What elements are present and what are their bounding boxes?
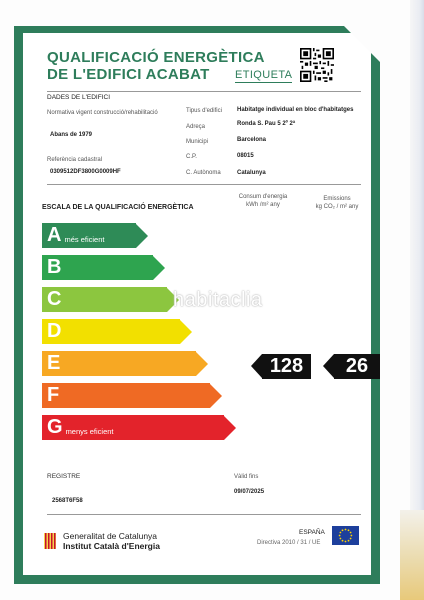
registry-label: REGISTRE [47, 473, 81, 480]
rating-caption: més eficient [64, 234, 105, 244]
postcode-label: C.P. [186, 154, 197, 160]
consumption-arrow-tip [251, 354, 262, 378]
regulation-label: Normativa vigent construcció/rehabilitació [47, 110, 158, 116]
regulation-value: Abans de 1979 [50, 132, 93, 138]
authority-line1: Generalitat de Catalunya [63, 531, 158, 541]
generalitat-logo-icon [44, 533, 56, 549]
rating-letter: D [47, 320, 62, 342]
valid-until-value: 09/07/2025 [234, 489, 265, 495]
rating-bar-b [42, 255, 165, 280]
energy-label-sheet [14, 26, 380, 584]
building-type-label: Tipus d'edifici [186, 108, 222, 114]
rating-letter: A [47, 224, 62, 246]
rating-letter: G [47, 416, 63, 438]
region-value: Catalunya [237, 170, 266, 176]
rating-letter: E [47, 352, 61, 374]
country-label: ESPAÑA [299, 529, 325, 536]
divider-middle [47, 184, 361, 185]
municipality-label: Municipi [186, 139, 209, 145]
qr-code-icon [300, 48, 334, 82]
cadastral-label: Referència cadastral [47, 157, 103, 163]
rating-bar-g [42, 415, 236, 440]
rating-letter: B [47, 256, 62, 278]
consumption-header-text: Consum d'energia [238, 194, 288, 200]
emissions-unit: kg CO₂ / m² any [315, 204, 359, 210]
authority-line2: Institut Català d'Energia [63, 541, 160, 551]
cadastral-value: 0309512DF3800G0009HF [50, 169, 121, 175]
postcode-value: 08015 [237, 153, 254, 159]
rating-bar-c [42, 287, 179, 312]
building-data-title: DADES DE L'EDIFICI [47, 94, 111, 101]
rating-bar-a [42, 223, 148, 248]
rating-bar-tip [180, 320, 192, 344]
frame-corner-cut [344, 26, 380, 62]
title-line1: QUALIFICACIÓ ENERGÈTICA [47, 49, 265, 66]
rating-bar-d [42, 319, 192, 344]
rating-bar-tip [196, 352, 208, 376]
rating-caption: menys eficient [65, 426, 114, 436]
rating-bar-tip [224, 416, 236, 440]
divider-top [47, 91, 361, 92]
rating-bar-tip [153, 256, 165, 280]
watermark: habitaclia [173, 289, 263, 311]
rating-bar-f [42, 383, 222, 408]
consumption-header [237, 193, 289, 209]
rating-letter: C [47, 288, 62, 310]
rating-letter: F [47, 384, 60, 406]
title-line2: DE L'EDIFICI ACABAT [47, 66, 210, 83]
rating-bar-e [42, 351, 208, 376]
registry-value: 2568T6F58 [52, 498, 83, 504]
consumption-value: 128 [269, 355, 304, 377]
municipality-value: Barcelona [237, 137, 267, 143]
emissions-header [313, 195, 361, 211]
address-value: Ronda S. Pau 5 2º 2ª [237, 121, 296, 127]
scale-title: ESCALA DE LA QUALIFICACIÓ ENERGÈTICA [42, 204, 194, 211]
consumption-rating-arrow [262, 354, 311, 379]
emissions-rating-arrow [334, 354, 380, 379]
emissions-value: 26 [345, 355, 369, 377]
emissions-arrow-tip [323, 354, 334, 378]
building-type-value: Habitatge individual en bloc d'habitatges [237, 107, 354, 113]
emissions-header-text: Emissions [323, 196, 351, 202]
eu-flag-icon [332, 526, 359, 545]
directive-label: Directiva 2010 / 31 / UE [257, 540, 321, 546]
region-label: C. Autònoma [186, 170, 221, 176]
valid-until-label: Vàlid fins [234, 474, 259, 480]
scan-edge-bottom [400, 510, 424, 600]
address-label: Adreça [186, 124, 206, 130]
rating-bar-tip [210, 384, 222, 408]
etiqueta-label: ETIQUETA [235, 69, 293, 81]
consumption-unit: kWh /m² any [246, 202, 280, 208]
divider-bottom [47, 514, 361, 515]
rating-bar-tip [136, 224, 148, 248]
